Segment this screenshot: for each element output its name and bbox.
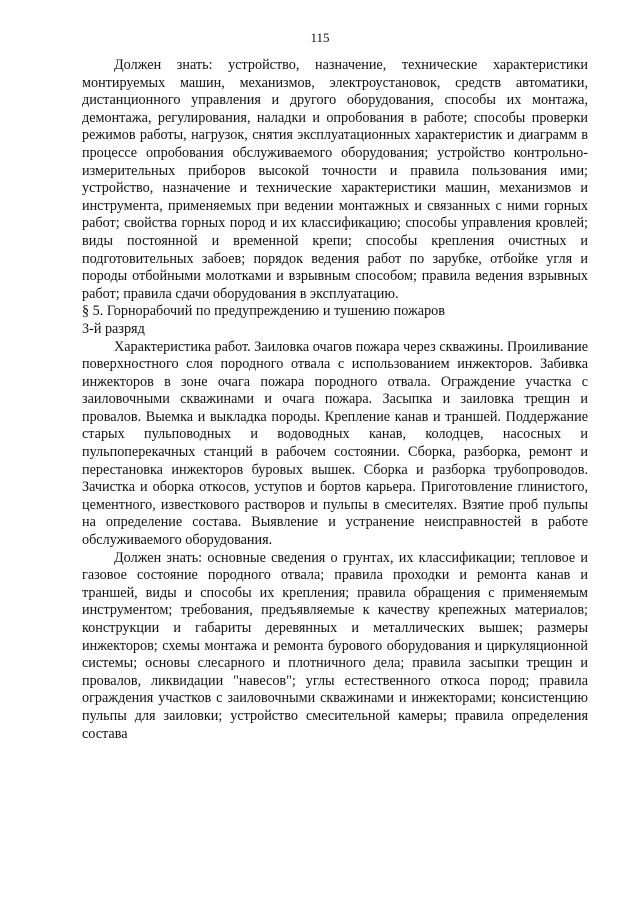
document-body [82, 57, 588, 743]
section-title: § 5. Горнорабочий по предупреждению и тушению пожаров [82, 303, 445, 320]
must-know-paragraph: Должен знать: основные сведения о грунтах, их классификации; тепловое и газовое состояние породного отвала; правила проходки и ремонта канав и траншей, виды и способы их крепления; правила обращения с применяемым инструментом; требования, предъявляемые к качеству крепежных материалов; конструкции и габариты деревянных и металлических вышек; размеры инжекторов; схемы монтажа и ремонта бурового оборудования и циркуляционной системы; основы слесарного и плотничного дела; правила засыпки трещин и провалов, ликвидации "навесов"; углы естественного откоса пород; правила ограждения участков с заиловочными скважинами и инжекторами; консистенцию пульпы для заиловки; устройство смесительной камеры; правила определения состава [82, 549, 588, 742]
grade-label: 3-й разряд [82, 320, 145, 337]
work-characteristics-paragraph: Характеристика работ. Заиловка очагов пожара через скважины. Проиливание поверхностного слоя породного отвала с использованием инжекторов. Забивка инжекторов в зоне очага пожара породного отвала. Ограждение участка с заиловочными скважинами и очага пожара. Засыпка и заиловка трещин и провалов. Выемка и выкладка породы. Крепление канав и траншей. Поддержание старых пульповодных и водоводных канав, колодцев, насосных и пульпоперекачных станций в рабочем состоянии. Сборка, разборка, ремонт и перестановка инжекторов буровых вышек. Сборка и разборка трубопроводов. Зачистка и оборка откосов, уступов и бортов карьера. Приготовление глинистого, цементного, известкового растворов и пульпы в смесителях. Взятие проб пульпы на определение состава. Выявление и устранение неисправностей в работе обслуживаемого оборудования. [82, 338, 588, 549]
page-number: 115 [310, 30, 330, 45]
intro-paragraph: Должен знать: устройство, назначение, технические характеристики монтируемых машин, механизмов, электроустановок, средств автоматики, дистанционного управления и другого оборудования, способы их монтажа, демонтажа, регулирования, наладки и опробования в работе; способы проверки режимов работы, нагрузок, снятия эксплуатационных характеристик и диаграмм в процессе опробования обслуживаемого оборудования; устройство контрольно-измерительных приборов высокой точности и правила пользования ими; устройство, назначение и технические характеристики машин, механизмов и инструмента, применяемых при ведении монтажных и связанных с ними горных работ; свойства горных пород и их классификацию; способы управления кровлей; виды постоянной и временной крепи; способы крепления очистных и подготовительных забоев; порядок ведения работ по зарубке, отбойке угля и породы отбойными молотками и взрывным способом; правила ведения взрывных работ; правила сдачи оборудования в эксплуатацию. [82, 57, 588, 302]
